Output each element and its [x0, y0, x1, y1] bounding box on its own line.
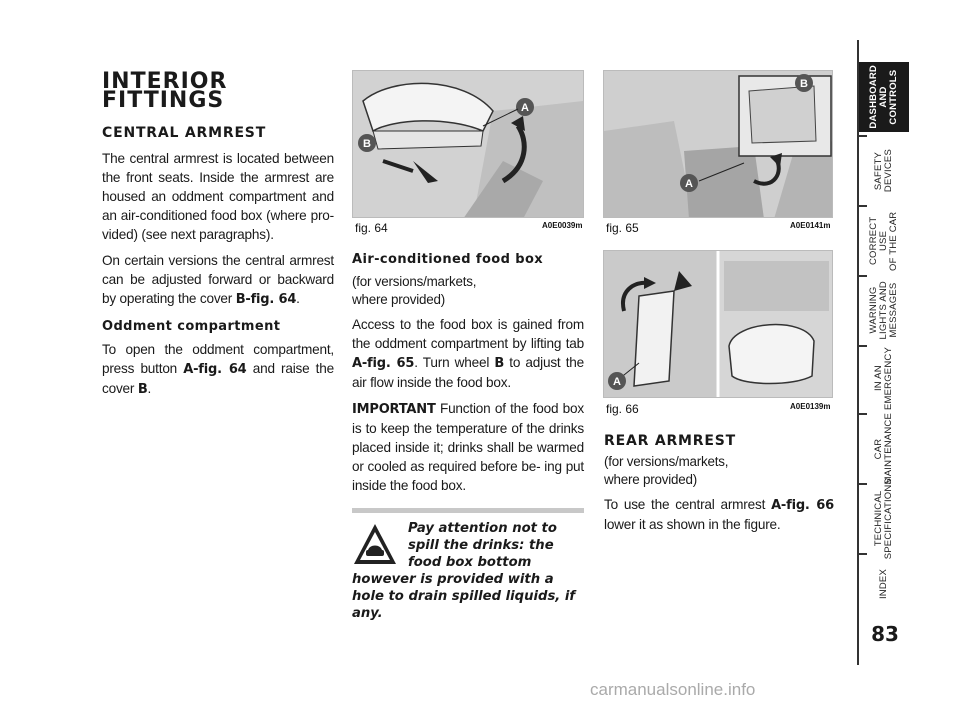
fig64-caption: fig. 64	[355, 221, 388, 235]
foodbox-sub2: where provided)	[352, 292, 446, 307]
fig66-caption: fig. 66	[606, 402, 639, 416]
nav-tab-correct-use-of-the-car[interactable]	[859, 210, 909, 272]
foodbox-heading: Air-conditioned food box	[352, 252, 544, 267]
svg-text:A: A	[521, 102, 529, 114]
warning-text: Pay attention not to spill the drinks: the food box bottom however is provided with a hole to drain spilled liquids, if any.	[352, 521, 576, 621]
foodbox-t1: Access to the food box is gained from the oddment compartment by lifting tab	[352, 317, 584, 351]
central-armrest-p2-end: .	[296, 291, 300, 306]
nav-divider	[859, 135, 867, 137]
figure-64-illustration	[353, 71, 584, 218]
foodbox-ref-b: B	[494, 356, 505, 371]
foodbox-important	[352, 399, 584, 495]
warning-icon	[352, 522, 400, 568]
figure-66-illustration	[604, 251, 833, 398]
svg-text:A: A	[613, 376, 621, 388]
oddment-ref-b: B	[137, 382, 148, 397]
rear-ref-a: A-fig. 66	[771, 498, 834, 513]
nav-divider	[859, 275, 867, 277]
oddment-heading: Oddment compartment	[102, 319, 281, 334]
nav-tab-label: INDEX	[878, 568, 889, 600]
page-title: INTERIOR FITTINGS	[102, 69, 228, 113]
page-number: 83	[871, 622, 899, 646]
oddment-text	[102, 340, 334, 399]
nav-divider	[859, 483, 867, 485]
foodbox-text	[352, 315, 584, 392]
rear-text	[604, 495, 834, 534]
foodbox-sub1: (for versions/markets,	[352, 274, 477, 289]
nav-divider	[859, 345, 867, 347]
nav-tab-label: WARNING LIGHTS AND MESSAGES	[868, 280, 899, 340]
nav-tab-dashboard-and-controls[interactable]	[859, 62, 909, 132]
svg-text:B: B	[800, 78, 808, 90]
oddment-text3: .	[147, 381, 152, 396]
rear-t2: lower it as shown in the figure.	[604, 517, 781, 532]
figure-64	[352, 70, 584, 218]
fig65-caption: fig. 65	[606, 221, 639, 235]
fig64-code: A0E0039m	[542, 221, 583, 230]
figure-66	[603, 250, 833, 398]
nav-tab-label: TECHNICAL SPECIFICATIONS	[873, 478, 894, 560]
nav-tab-label: CAR MAINTENANCE	[873, 413, 894, 485]
nav-tab-technical-specifications[interactable]	[859, 478, 909, 560]
middle-column	[352, 250, 584, 502]
left-column	[102, 69, 334, 406]
foodbox-t2: . Turn wheel	[414, 355, 495, 370]
oddment-text1: To open the oddment compartment, press button	[102, 342, 334, 376]
nav-tab-in-an-emergency[interactable]	[859, 348, 909, 410]
rear-sub2: where provided)	[604, 472, 698, 487]
fig65-code: A0E0141m	[790, 221, 831, 230]
central-armrest-heading: CENTRAL ARMREST	[102, 125, 267, 141]
rear-t1: To use the central armrest	[604, 497, 772, 512]
nav-tab-safety-devices[interactable]	[859, 140, 909, 202]
nav-tab-label: IN AN EMERGENCY	[873, 347, 894, 411]
right-column	[604, 432, 834, 541]
rear-armrest-heading: REAR ARMREST	[604, 433, 736, 449]
nav-divider	[859, 413, 867, 415]
nav-tab-index[interactable]	[859, 556, 909, 612]
central-armrest-p2-text: On certain versions the central armrest can be adjusted forward or backward by operating the cover	[102, 253, 334, 306]
fig64-ref-b: B-fig. 64	[235, 292, 297, 307]
important-label: IMPORTANT	[352, 402, 436, 417]
nav-divider	[859, 205, 867, 207]
oddment-ref-a: A-fig. 64	[183, 362, 247, 377]
important-text: Function of the food box is to keep the temperature of the drinks placed inside it; drinks shall be warmed or cooled as required before be- ing put inside the food box.	[352, 401, 584, 493]
nav-divider	[859, 553, 867, 555]
nav-tab-label: SAFETY DEVICES	[873, 149, 894, 193]
watermark: carmanualsonline.info	[590, 680, 756, 699]
svg-text:A: A	[685, 178, 693, 190]
svg-text:B: B	[363, 138, 371, 150]
rear-sub1: (for versions/markets,	[604, 454, 729, 469]
central-armrest-p2	[102, 251, 334, 309]
warning-box	[352, 520, 584, 622]
foodbox-ref-a: A-fig. 65	[352, 356, 415, 371]
fig66-code: A0E0139m	[790, 402, 831, 411]
figure-65-illustration	[604, 71, 833, 218]
nav-tab-warning-lights-and-messages[interactable]	[859, 278, 909, 342]
warning-rule	[352, 508, 584, 513]
nav-tab-label: DASHBOARD AND CONTROLS	[868, 65, 899, 129]
nav-tab-car-maintenance[interactable]	[859, 413, 909, 485]
figure-65	[603, 70, 833, 218]
foodbox-t3: to adjust the air flow inside the food box.	[352, 355, 584, 390]
oddment-text2: and raise the cover	[102, 361, 334, 396]
central-armrest-p1: The central armrest is located between the front seats. Inside the armrest are housed an oddment compartment and an air-conditioned food box (where pro- vided) (see next paragraphs).	[102, 151, 334, 242]
nav-tab-label: CORRECT USE OF THE CAR	[868, 211, 899, 271]
